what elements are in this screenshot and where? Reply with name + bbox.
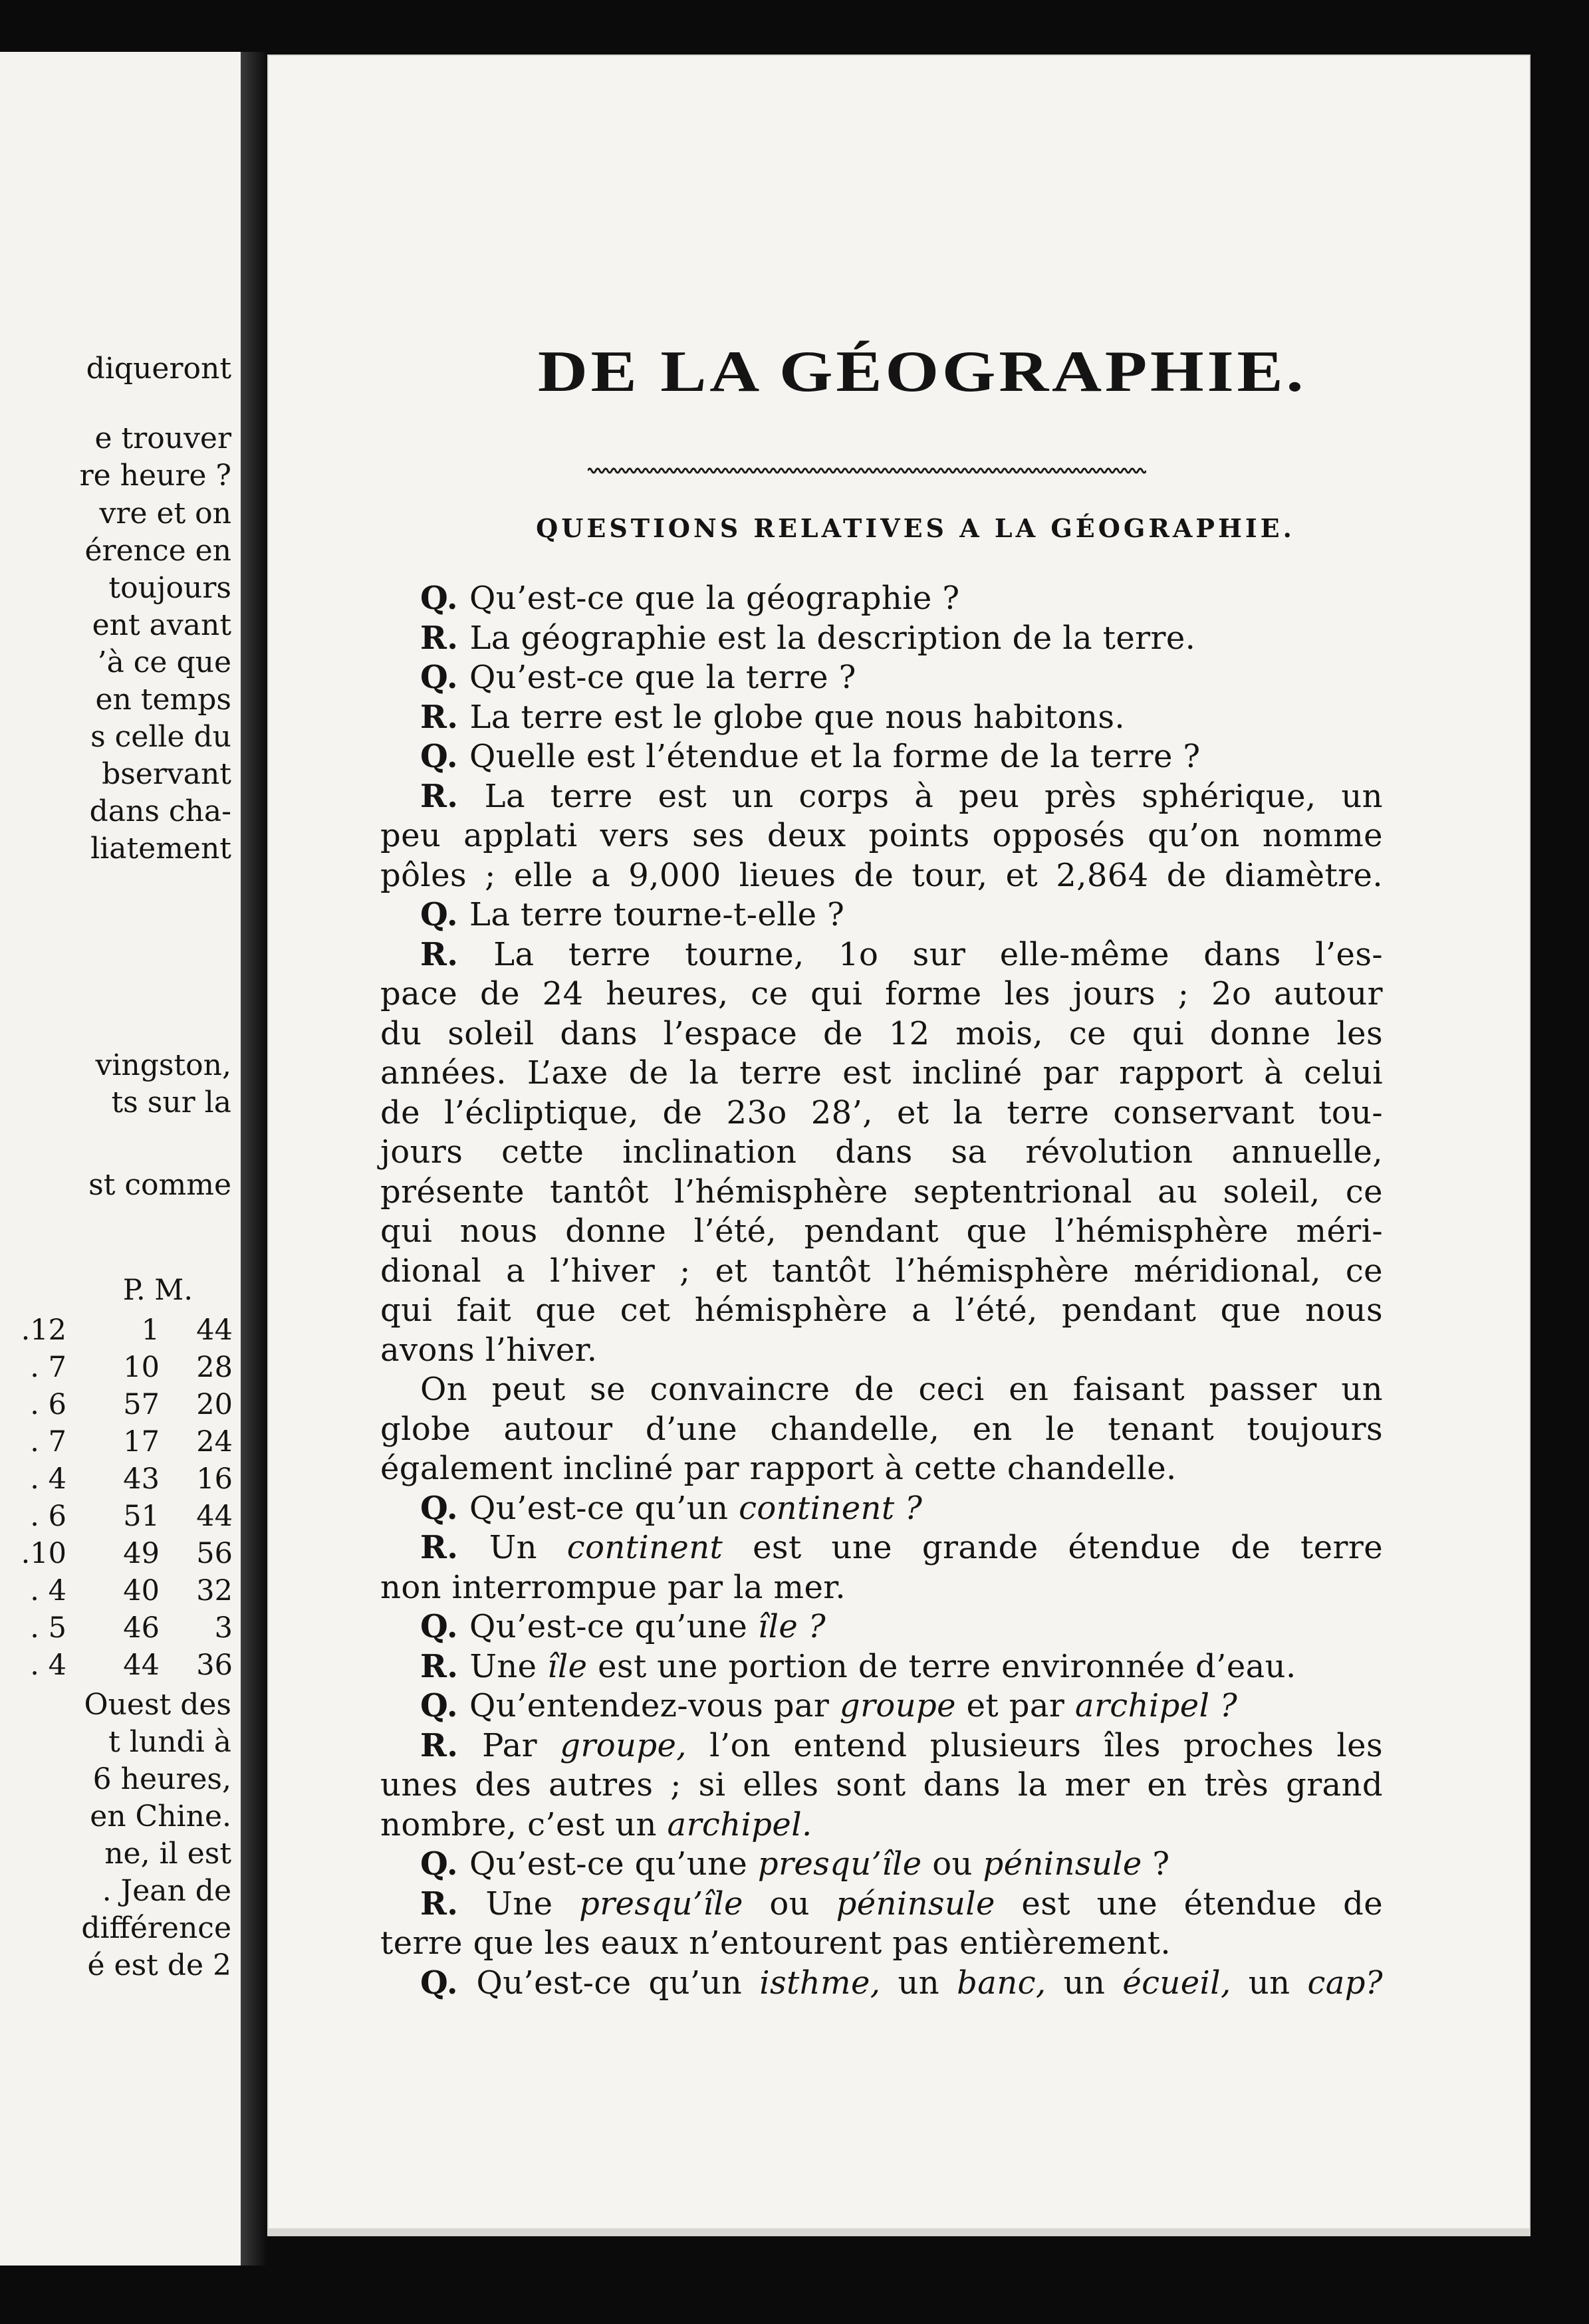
table-cell: . 4 [30,1649,66,1682]
left-page-line: différence [81,1911,231,1945]
left-page-line: ne, il est [104,1837,231,1871]
text-run: un [1046,1964,1123,2002]
italic-term: archipel. [667,1806,812,1843]
table-cell: 44 [123,1649,160,1682]
left-page-line: ts sur la [111,1086,231,1119]
text-run: qui fait que cet hémisphère a l’été, pendant que nous [380,1292,1383,1329]
text-line [420,1686,1237,1726]
text-run: qui nous donne l’été, pendant que l’hémisphère méri- [380,1213,1383,1250]
table-cell: 44 [196,1500,233,1533]
text-run: Quelle est l’étendue et la forme de la terre ? [469,738,1201,775]
text-line [380,1765,1383,1805]
qa-label: Q. [420,1608,470,1645]
text-run: Un [489,1529,567,1566]
text-line [380,1568,846,1607]
left-page-line: érence en [84,534,231,568]
table-cell: . 5 [30,1611,66,1645]
text-line [380,1093,1383,1133]
qa-label: R. [420,1529,489,1566]
table-cell: 24 [196,1425,233,1458]
italic-term: groupe, [560,1727,687,1764]
text-run: On peut se convaincre de ceci en faisant passer un [420,1371,1383,1408]
left-page-line: vre et on [99,497,231,530]
left-page-line: bservant [102,757,231,791]
table-cell: 17 [123,1425,160,1458]
table-cell: .10 [21,1537,66,1570]
text-line [420,935,1383,975]
table-cell: 44 [196,1314,233,1347]
table-cell: . 4 [30,1574,66,1607]
italic-term: groupe [839,1687,956,1724]
text-line [380,1330,597,1370]
text-run: est une portion de terre environnée d’eau. [587,1648,1296,1685]
table-cell: . 6 [30,1500,66,1533]
text-line [380,1449,1177,1488]
text-line [420,1884,1383,1924]
table-row [0,1537,241,1570]
italic-term: continent [566,1529,723,1566]
table-header [0,1274,241,1307]
table-row [0,1649,241,1682]
left-page-line: 6 heures, [92,1762,231,1796]
qa-label: Q. [420,1490,470,1527]
text-line [420,1963,1383,2003]
italic-term: banc, [957,1964,1046,2002]
text-run: peu applati vers ses deux points opposés qu’on nomme [380,817,1383,854]
left-facing-page [0,52,241,2266]
text-run: Qu’est-ce qu’une [469,1845,758,1883]
page-bottom-edge [267,2230,1530,2236]
table-cell: 16 [196,1462,233,1496]
table-cell: 57 [123,1388,160,1421]
italic-term: isthme, [759,1964,881,2002]
qa-label: R. [420,936,494,973]
text-run: et par [955,1687,1075,1724]
left-page-line: Ouest des [84,1688,231,1722]
text-run: La terre est un corps à peu près sphérique, un [484,778,1383,815]
text-line [380,974,1383,1014]
text-line [420,697,1125,737]
text-run: non interrompue par la mer. [380,1569,846,1606]
table-cell: 46 [123,1611,160,1645]
qa-label: Q. [420,896,470,933]
text-line [420,776,1383,816]
text-line [380,1172,1383,1212]
text-run: Une [469,1648,548,1685]
text-line [380,816,1383,856]
qa-label: Q. [420,659,470,696]
text-run: années. L’axe de la terre est incliné par rapport à celui [380,1054,1383,1092]
text-line [420,1528,1383,1568]
italic-term: cap? [1307,1964,1384,2002]
text-line [420,1607,826,1647]
text-line [420,895,844,935]
text-run: ou [921,1845,983,1883]
text-run: est une étendue de [995,1885,1384,1922]
text-line [380,1053,1383,1093]
text-line [420,1726,1383,1766]
table-row [0,1314,241,1347]
table-cell: . 6 [30,1388,66,1421]
section-subtitle: QUESTIONS RELATIVES A LA GÉOGRAPHIE. [536,513,1295,543]
left-page-line: en Chine. [90,1800,231,1833]
table-cell: 40 [123,1574,160,1607]
text-run: Qu’est-ce qu’une [469,1608,758,1645]
text-line [420,1369,1383,1409]
text-run: ou [743,1885,836,1922]
text-line [380,1014,1383,1054]
table-cell: 3 [214,1611,233,1645]
text-run: est une grande étendue de terre [723,1529,1383,1566]
qa-label: R. [420,778,485,815]
text-run: Une [485,1885,580,1922]
left-page-line: vingston, [95,1048,231,1082]
left-page-line: diqueront [86,352,231,386]
italic-term: île [547,1648,588,1685]
italic-term: continent ? [739,1490,923,1527]
text-run: Par [482,1727,560,1764]
table-row [0,1500,241,1533]
decorative-wavy-rule [588,465,1146,477]
left-page-line: s celle du [90,720,231,754]
text-run: l’on entend plusieurs îles proches les [686,1727,1384,1764]
text-line [420,618,1195,658]
table-cell: . 7 [30,1425,66,1458]
text-run: terre que les eaux n’entourent pas entièrement. [380,1924,1171,1962]
text-run: dional a l’hiver ; et tantôt l’hémisphère méridional, ce [380,1252,1383,1290]
text-line [420,657,856,697]
text-run: de l’écliptique, de 23o 28’, et la terre conservant tou- [380,1094,1383,1131]
text-run: ? [1142,1845,1170,1883]
table-cell: 28 [196,1351,233,1384]
table-cell: . 7 [30,1351,66,1384]
text-run: un [1231,1964,1308,2002]
text-run: globe autour d’une chandelle, en le tenant toujours [380,1411,1383,1448]
table-row [0,1425,241,1458]
text-run: La terre tourne, 1o sur elle-même dans l’es- [493,936,1384,973]
qa-label: Q. [420,1687,470,1724]
italic-term: île ? [757,1608,826,1645]
table-cell: 43 [123,1462,160,1496]
table-cell: . 4 [30,1462,66,1496]
table-cell: .12 [21,1314,66,1347]
text-run: pace de 24 heures, ce qui forme les jours ; 2o autour [380,975,1383,1012]
text-run: présente tantôt l’hémisphère septentrional au soleil, ce [380,1173,1383,1211]
table-cell: 49 [123,1537,160,1570]
left-page-line: liatement [90,832,231,866]
text-run: Qu’est-ce que la géographie ? [469,580,960,617]
text-line [420,1844,1170,1884]
italic-term: péninsule [836,1885,995,1922]
left-page-line: . Jean de [102,1874,231,1908]
qa-label: Q. [420,1964,477,2002]
left-page-line: é est de 2 [87,1948,231,1982]
table-cell: 56 [196,1537,233,1570]
qa-label: Q. [420,1845,470,1883]
italic-term: presqu’île [757,1845,922,1883]
left-page-line: re heure ? [79,459,231,493]
left-page-line: ’à ce que [97,645,231,679]
italic-term: presqu’île [579,1885,743,1922]
text-line [380,1409,1383,1449]
text-line [380,1251,1383,1291]
qa-label: R. [420,699,470,736]
text-run: Qu’est-ce qu’un [469,1490,739,1527]
table-cell: 36 [196,1649,233,1682]
table-row [0,1351,241,1384]
qa-label: R. [420,1885,486,1922]
text-run: La terre tourne-t-elle ? [469,896,845,933]
left-page-line: e trouver [94,421,231,455]
italic-term: écueil, [1122,1964,1231,2002]
text-run: Qu’est-ce qu’un [476,1964,760,2002]
page-title: DE LA GÉOGRAPHIE. [537,340,1307,404]
text-run: jours cette inclination dans sa révolution annuelle, [380,1133,1383,1171]
table-row [0,1462,241,1496]
text-line [380,1211,1383,1251]
text-run: unes des autres ; si elles sont dans la mer en très grand [380,1766,1383,1803]
qa-label: R. [420,1727,483,1764]
text-run: du soleil dans l’espace de 12 mois, ce qui donne les [380,1015,1383,1052]
book-gutter [241,52,267,2266]
table-cell: 20 [196,1388,233,1421]
text-run: avons l’hiver. [380,1332,598,1369]
text-run: Qu’est-ce que la terre ? [469,659,856,696]
text-line [380,856,1383,895]
left-page-line: en temps [95,683,231,717]
text-line [380,1923,1171,1963]
table-cell: 1 [141,1314,160,1347]
table-row [0,1611,241,1645]
text-line [380,1290,1383,1330]
text-run: nombre, c’est un [380,1806,668,1843]
text-run: un [880,1964,957,2002]
table-header-label: P. M. [122,1274,193,1307]
table-cell: 10 [123,1351,160,1384]
left-page-line: st comme [88,1168,231,1202]
table-row [0,1388,241,1421]
left-page-line: dans cha- [89,794,231,828]
table-row [0,1574,241,1607]
table-cell: 32 [196,1574,233,1607]
qa-label: Q. [420,580,470,617]
text-line [380,1132,1383,1172]
italic-term: archipel ? [1074,1687,1238,1724]
left-page-line: t lundi à [108,1725,231,1759]
text-line [380,1805,812,1845]
left-page-line: ent avant [92,608,231,642]
italic-term: péninsule [983,1845,1142,1883]
qa-label: R. [420,620,470,657]
qa-label: Q. [420,738,470,775]
table-cell: 51 [123,1500,160,1533]
text-run: également incliné par rapport à cette chandelle. [380,1450,1177,1487]
text-line [420,1488,922,1528]
text-run: pôles ; elle a 9,000 lieues de tour, et 2,864 de diamètre. [380,857,1383,894]
text-line [420,737,1201,776]
text-line [420,1647,1296,1686]
text-run: La géographie est la description de la terre. [469,620,1196,657]
text-line [420,578,960,618]
left-page-line: toujours [108,571,231,605]
text-run: La terre est le globe que nous habitons. [469,699,1126,736]
text-run: Qu’entendez-vous par [469,1687,840,1724]
book-page [267,55,1530,2230]
qa-label: R. [420,1648,470,1685]
